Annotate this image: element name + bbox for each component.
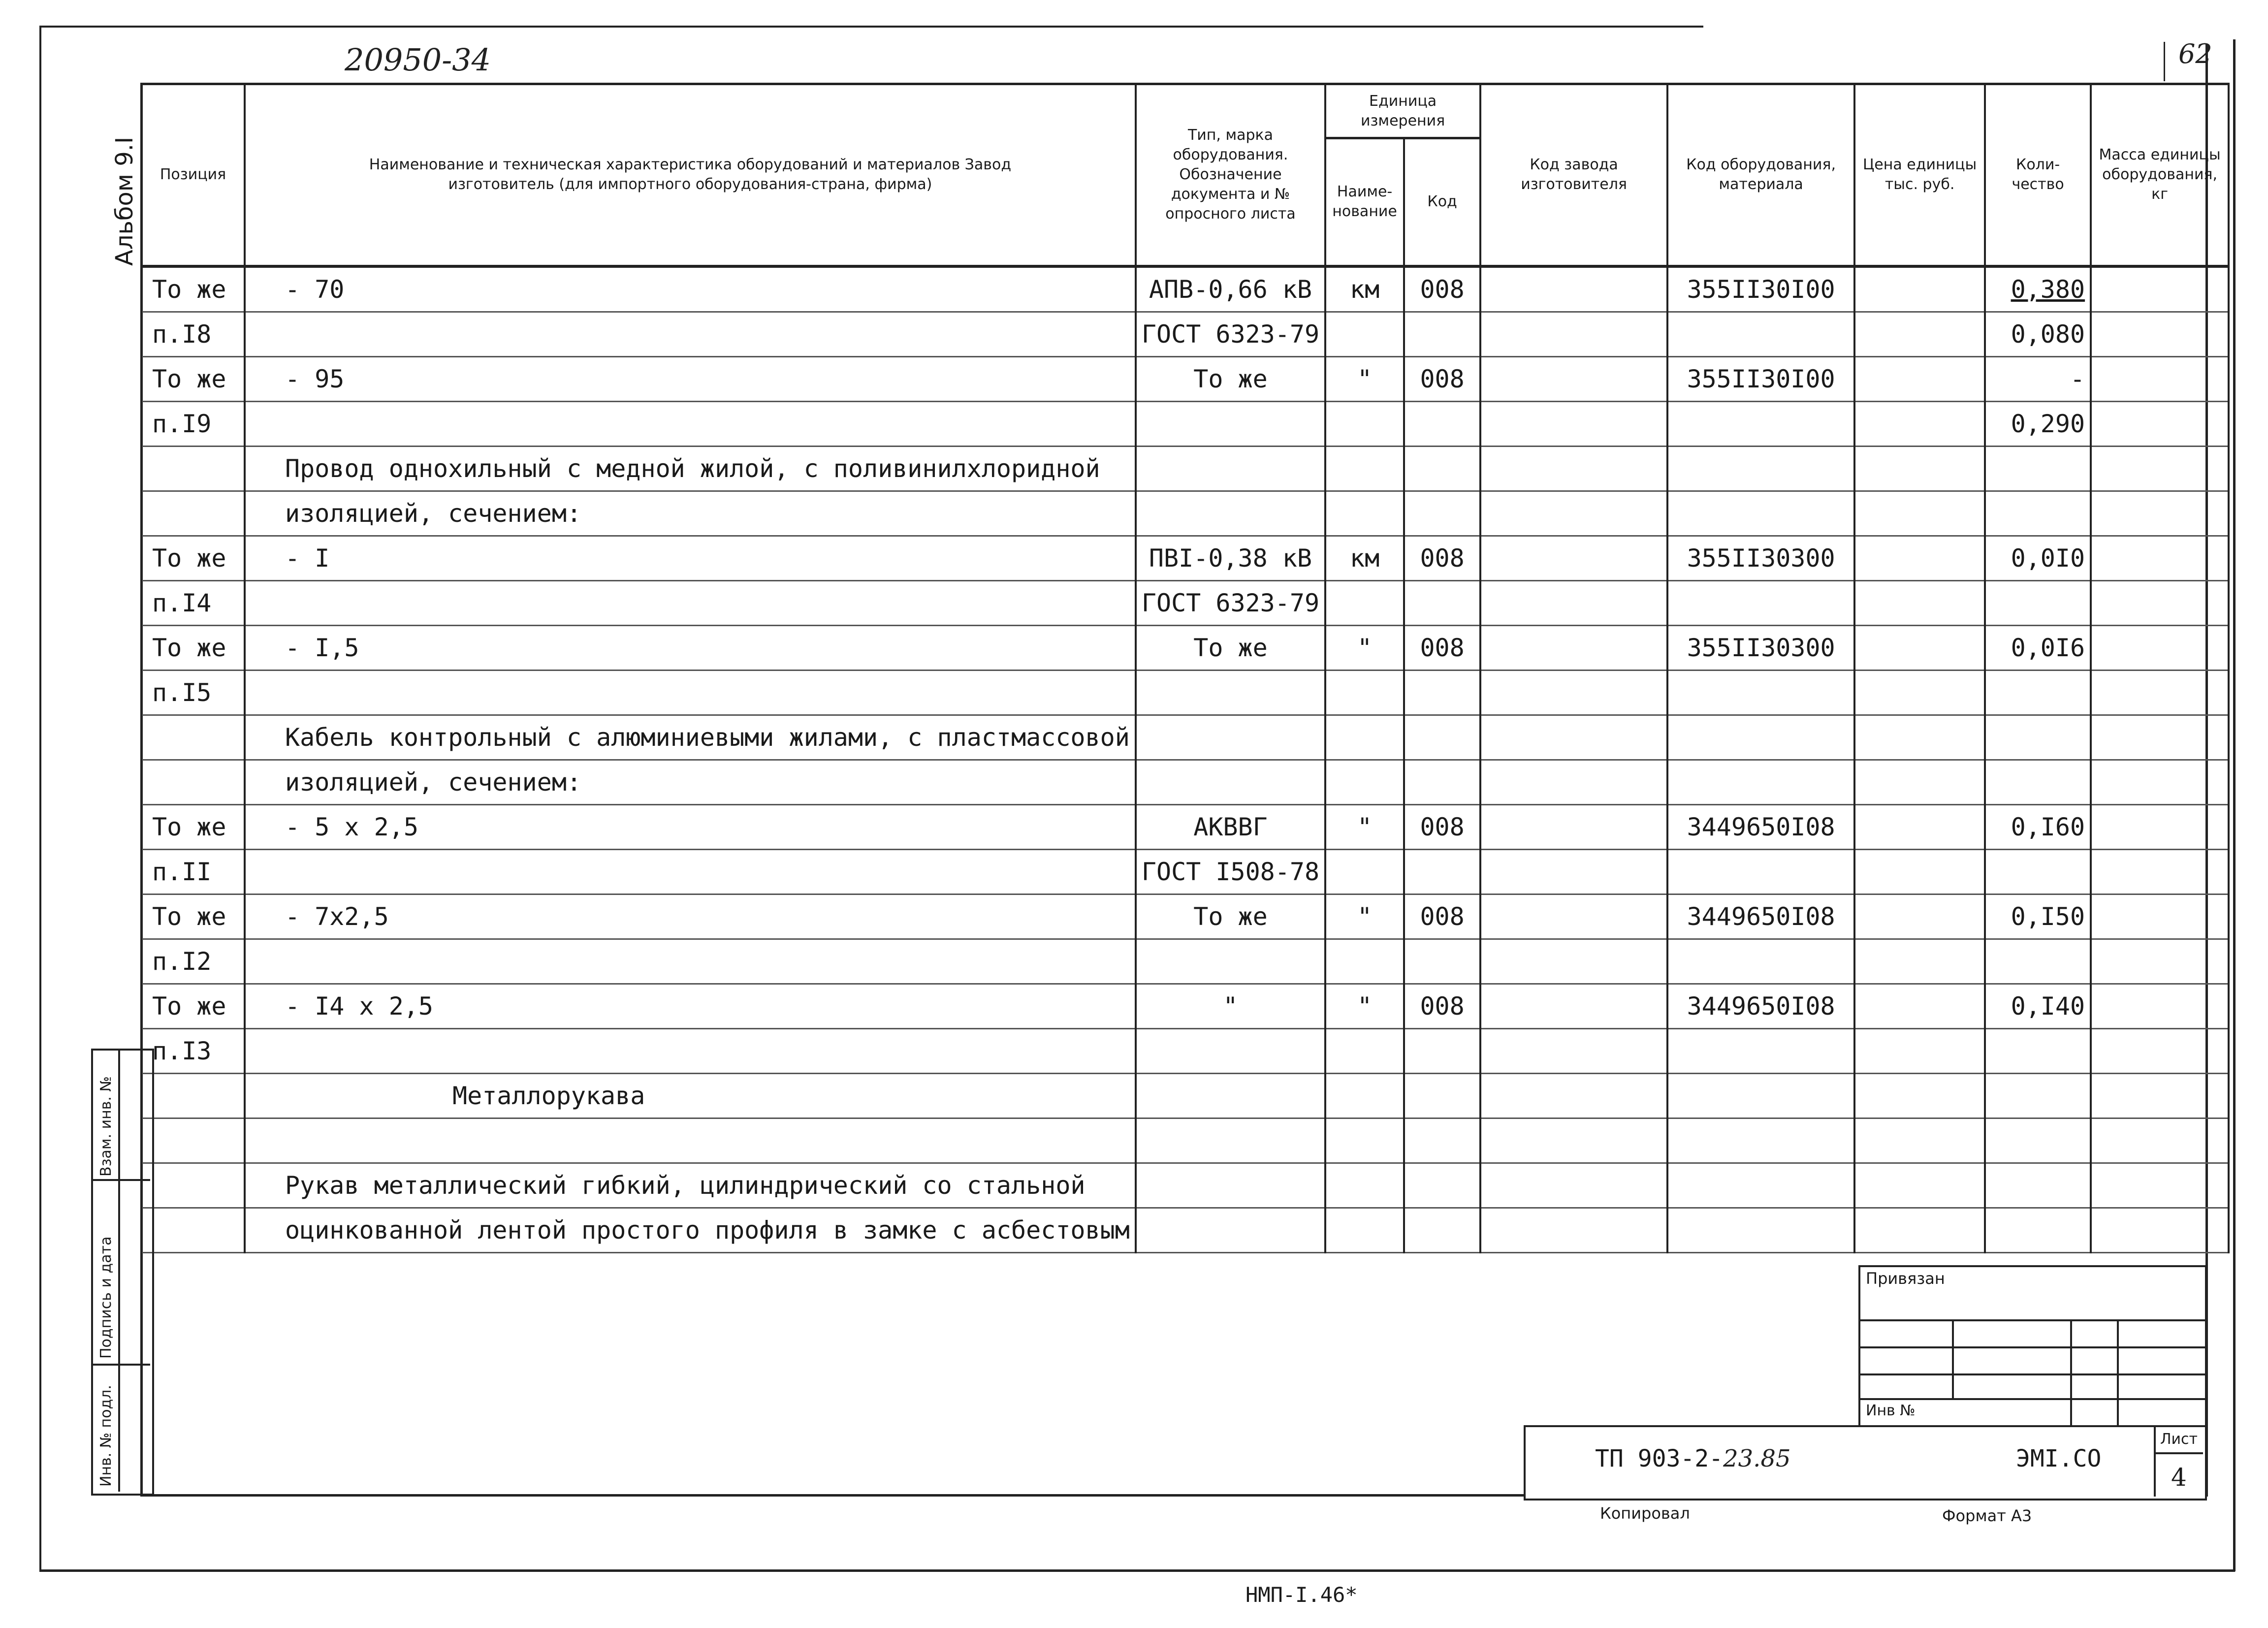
sheet-box-divider (2154, 1425, 2156, 1497)
row-position: То же (141, 804, 245, 849)
copied-label: Копировал (1600, 1504, 1690, 1523)
row-quantity: 0,380 (1985, 266, 2091, 312)
row-type: ГОСТ 6323-79 (1136, 580, 1325, 625)
row-unit-code (1404, 1208, 1480, 1252)
row-name: изоляцией, сечением: (245, 491, 1136, 536)
row-mass (2091, 356, 2229, 401)
stamp-inv-original: Инв. № подл. (97, 1385, 115, 1487)
row-mass (2091, 580, 2229, 625)
row-price (1854, 356, 1985, 401)
stamp-vzam-inv: Взам. инв. № (97, 1076, 115, 1177)
row-unit-code (1404, 491, 1480, 536)
row-equipment-code: 3449650I08 (1667, 984, 1854, 1028)
table-row (141, 356, 2229, 401)
row-mass (2091, 625, 2229, 670)
table-row (141, 1028, 2229, 1073)
row-name: - 5 x 2,5 (245, 804, 1136, 849)
row-price (1854, 804, 1985, 849)
table-row (141, 670, 2229, 715)
row-mass (2091, 491, 2229, 536)
row-name: - 7x2,5 (245, 894, 1136, 939)
row-type: ПВI-0,38 кВ (1136, 536, 1325, 580)
row-unit: " (1325, 625, 1404, 670)
table-row (141, 1208, 2229, 1252)
binding-col-3 (2117, 1319, 2119, 1425)
row-unit-code: 008 (1404, 536, 1480, 580)
row-position: То же (141, 894, 245, 939)
row-unit-code (1404, 446, 1480, 491)
row-name: изоляцией, сечением: (245, 760, 1136, 804)
row-name (245, 1118, 1136, 1163)
row-plant-code (1480, 266, 1667, 312)
row-type: То же (1136, 894, 1325, 939)
row-position: То же (141, 536, 245, 580)
col-unit-code: Код (1404, 138, 1480, 266)
row-position: То же (141, 625, 245, 670)
row-plant-code (1480, 849, 1667, 894)
row-unit-code (1404, 1028, 1480, 1073)
row-unit-code (1404, 760, 1480, 804)
row-name (245, 849, 1136, 894)
table-row (141, 266, 2229, 312)
row-quantity (1985, 1208, 2091, 1252)
row-unit (1325, 312, 1404, 356)
row-quantity (1985, 580, 2091, 625)
binding-line-2 (1858, 1346, 2205, 1348)
col-position: Позиция (141, 84, 245, 266)
table-row (141, 1073, 2229, 1118)
row-equipment-code (1667, 849, 1854, 894)
row-equipment-code (1667, 580, 1854, 625)
row-name (245, 312, 1136, 356)
col-quantity: Коли-чество (1985, 84, 2091, 266)
right-border-line (2233, 39, 2236, 1571)
row-position (141, 760, 245, 804)
row-mass (2091, 849, 2229, 894)
row-position (141, 715, 245, 760)
stamp-signature-date: Подпись и дата (97, 1236, 115, 1359)
col-name: Наименование и техническая характеристика оборудований и материалов Завод изготовитель (для импортного оборудования-страна, фирма) (245, 84, 1136, 266)
row-equipment-code (1667, 312, 1854, 356)
row-equipment-code: 3449650I08 (1667, 804, 1854, 849)
row-type: " (1136, 984, 1325, 1028)
row-unit (1325, 1028, 1404, 1073)
row-name: - I4 x 2,5 (245, 984, 1136, 1028)
col-mass: Масса единицы оборудования, кг (2091, 84, 2229, 266)
row-mass (2091, 312, 2229, 356)
row-type (1136, 491, 1325, 536)
left-border-line (39, 26, 41, 1571)
specification-table (140, 83, 2230, 1253)
row-mass (2091, 1208, 2229, 1252)
row-type (1136, 446, 1325, 491)
row-unit-code: 008 (1404, 625, 1480, 670)
row-position (141, 1118, 245, 1163)
row-position (141, 1073, 245, 1118)
table-row (141, 401, 2229, 446)
row-position: п.I5 (141, 670, 245, 715)
row-plant-code (1480, 356, 1667, 401)
binding-label: Привязан (1866, 1269, 1945, 1288)
row-price (1854, 894, 1985, 939)
row-mass (2091, 984, 2229, 1028)
row-unit-code (1404, 1073, 1480, 1118)
binding-line-1 (1858, 1319, 2205, 1321)
row-equipment-code: 3449650I08 (1667, 894, 1854, 939)
row-unit (1325, 1163, 1404, 1208)
row-price (1854, 1028, 1985, 1073)
table-body (141, 266, 2229, 1253)
row-mass (2091, 266, 2229, 312)
row-type (1136, 1208, 1325, 1252)
row-unit-code: 008 (1404, 894, 1480, 939)
row-mass (2091, 894, 2229, 939)
row-plant-code (1480, 894, 1667, 939)
row-price (1854, 266, 1985, 312)
row-price (1854, 491, 1985, 536)
row-name: Провод однохильный с медной жилой, с поливинилхлоридной (245, 446, 1136, 491)
format-label: Формат А3 (1942, 1506, 2032, 1525)
row-name (245, 670, 1136, 715)
row-quantity: 0,I50 (1985, 894, 2091, 939)
row-mass (2091, 939, 2229, 984)
row-type: АПВ-0,66 кВ (1136, 266, 1325, 312)
row-price (1854, 401, 1985, 446)
row-price (1854, 1163, 1985, 1208)
binding-col-1 (1952, 1319, 1954, 1398)
table-row (141, 894, 2229, 939)
row-name: - 70 (245, 266, 1136, 312)
row-name: Металлорукава (245, 1073, 1136, 1118)
table-row (141, 491, 2229, 536)
row-name: Кабель контрольный с алюминиевыми жилами, с пластмассовой (245, 715, 1136, 760)
row-position: п.I3 (141, 1028, 245, 1073)
row-position: То же (141, 356, 245, 401)
table-row (141, 580, 2229, 625)
row-equipment-code: 355II30300 (1667, 536, 1854, 580)
row-unit (1325, 670, 1404, 715)
table-row (141, 715, 2229, 760)
table-header (141, 84, 2229, 266)
col-unit-group: Единица измерения (1325, 84, 1480, 138)
row-plant-code (1480, 536, 1667, 580)
row-mass (2091, 536, 2229, 580)
row-price (1854, 1073, 1985, 1118)
row-mass (2091, 401, 2229, 446)
row-equipment-code (1667, 670, 1854, 715)
row-price (1854, 312, 1985, 356)
row-type (1136, 1028, 1325, 1073)
row-position (141, 491, 245, 536)
row-price (1854, 580, 1985, 625)
row-quantity (1985, 939, 2091, 984)
row-name (245, 939, 1136, 984)
sheet-number: 4 (2171, 1463, 2187, 1492)
row-unit-code: 008 (1404, 984, 1480, 1028)
binding-col-2 (2070, 1319, 2072, 1425)
col-plant-code: Код завода изготовителя (1480, 84, 1667, 266)
row-unit: " (1325, 356, 1404, 401)
row-plant-code (1480, 804, 1667, 849)
row-equipment-code (1667, 446, 1854, 491)
row-equipment-code (1667, 715, 1854, 760)
row-type (1136, 715, 1325, 760)
row-mass (2091, 670, 2229, 715)
row-equipment-code: 355II30300 (1667, 625, 1854, 670)
row-plant-code (1480, 580, 1667, 625)
row-type (1136, 760, 1325, 804)
table-row (141, 536, 2229, 580)
margin-stamp-sep-2 (91, 1364, 150, 1366)
row-equipment-code (1667, 939, 1854, 984)
row-price (1854, 1208, 1985, 1252)
row-position: п.I4 (141, 580, 245, 625)
row-price (1854, 984, 1985, 1028)
row-equipment-code (1667, 760, 1854, 804)
album-label: Альбом 9.I (111, 136, 138, 266)
designation-typed: ТП 903-2- (1595, 1445, 1724, 1472)
row-unit-code (1404, 580, 1480, 625)
row-unit (1325, 849, 1404, 894)
row-plant-code (1480, 984, 1667, 1028)
row-unit (1325, 580, 1404, 625)
row-plant-code (1480, 1028, 1667, 1073)
row-quantity: - (1985, 356, 2091, 401)
row-equipment-code (1667, 1073, 1854, 1118)
table-row (141, 625, 2229, 670)
row-equipment-code: 355II30I00 (1667, 356, 1854, 401)
row-unit (1325, 1208, 1404, 1252)
table-row (141, 984, 2229, 1028)
row-unit (1325, 401, 1404, 446)
row-equipment-code (1667, 1028, 1854, 1073)
row-quantity: 0,I40 (1985, 984, 2091, 1028)
row-quantity (1985, 760, 2091, 804)
row-name: оцинкованной лентой простого профиля в замке с асбестовым (245, 1208, 1136, 1252)
row-equipment-code (1667, 401, 1854, 446)
row-quantity: 0,290 (1985, 401, 2091, 446)
row-plant-code (1480, 715, 1667, 760)
row-plant-code (1480, 939, 1667, 984)
row-mass (2091, 804, 2229, 849)
col-type: Тип, марка оборудования. Обозначение документа и № опросного листа (1136, 84, 1325, 266)
row-price (1854, 625, 1985, 670)
row-mass (2091, 1118, 2229, 1163)
top-border-line (39, 26, 1703, 28)
row-plant-code (1480, 491, 1667, 536)
row-unit (1325, 1118, 1404, 1163)
sheet-box-line (2154, 1452, 2203, 1454)
row-quantity (1985, 670, 2091, 715)
row-type (1136, 401, 1325, 446)
row-quantity: 0,080 (1985, 312, 2091, 356)
row-price (1854, 939, 1985, 984)
row-quantity (1985, 715, 2091, 760)
row-quantity: 0,0I0 (1985, 536, 2091, 580)
row-unit-code: 008 (1404, 356, 1480, 401)
row-plant-code (1480, 312, 1667, 356)
table-row (141, 446, 2229, 491)
row-quantity (1985, 849, 2091, 894)
row-position: То же (141, 266, 245, 312)
page-number: 62 (2178, 38, 2212, 69)
row-plant-code (1480, 1118, 1667, 1163)
row-position: п.I2 (141, 939, 245, 984)
row-unit-code (1404, 670, 1480, 715)
table-row (141, 312, 2229, 356)
row-unit-code (1404, 312, 1480, 356)
binding-line-4 (1858, 1398, 2205, 1400)
row-unit (1325, 939, 1404, 984)
row-quantity (1985, 1028, 2091, 1073)
row-unit-code (1404, 939, 1480, 984)
row-price (1854, 536, 1985, 580)
row-equipment-code (1667, 1208, 1854, 1252)
row-position (141, 1163, 245, 1208)
row-unit-code (1404, 1163, 1480, 1208)
table-row (141, 760, 2229, 804)
row-plant-code (1480, 625, 1667, 670)
row-type (1136, 1163, 1325, 1208)
row-mass (2091, 1028, 2229, 1073)
row-mass (2091, 1163, 2229, 1208)
row-mass (2091, 446, 2229, 491)
col-equipment-code: Код оборудования, материала (1667, 84, 1854, 266)
row-unit-code (1404, 849, 1480, 894)
row-price (1854, 715, 1985, 760)
row-type: АКВВГ (1136, 804, 1325, 849)
row-equipment-code (1667, 491, 1854, 536)
row-quantity (1985, 1163, 2091, 1208)
designation-code (1595, 1445, 1791, 1472)
row-position: п.I8 (141, 312, 245, 356)
row-quantity (1985, 446, 2091, 491)
row-name: - 95 (245, 356, 1136, 401)
row-quantity: 0,I60 (1985, 804, 2091, 849)
row-name (245, 1028, 1136, 1073)
row-unit (1325, 491, 1404, 536)
row-quantity (1985, 1073, 2091, 1118)
sheet-label: Лист (2160, 1431, 2198, 1448)
row-unit: " (1325, 894, 1404, 939)
row-unit-code: 008 (1404, 804, 1480, 849)
row-plant-code (1480, 1073, 1667, 1118)
table-row (141, 1163, 2229, 1208)
row-name: - I (245, 536, 1136, 580)
row-position (141, 446, 245, 491)
row-type: ГОСТ I508-78 (1136, 849, 1325, 894)
row-type (1136, 670, 1325, 715)
margin-stamp-divider (118, 1049, 120, 1492)
table-row (141, 849, 2229, 894)
table-row (141, 1118, 2229, 1163)
row-name: - I,5 (245, 625, 1136, 670)
row-position: п.II (141, 849, 245, 894)
row-unit-code (1404, 715, 1480, 760)
bottom-border-line (39, 1569, 2235, 1572)
row-plant-code (1480, 401, 1667, 446)
footer-stamp: НМП-I.46* (1246, 1583, 1358, 1607)
row-price (1854, 446, 1985, 491)
row-unit-code (1404, 401, 1480, 446)
row-type: ГОСТ 6323-79 (1136, 312, 1325, 356)
row-mass (2091, 715, 2229, 760)
row-type: То же (1136, 625, 1325, 670)
row-plant-code (1480, 1163, 1667, 1208)
row-price (1854, 670, 1985, 715)
row-price (1854, 849, 1985, 894)
row-equipment-code (1667, 1118, 1854, 1163)
row-name (245, 580, 1136, 625)
col-unit-name: Наиме-нование (1325, 138, 1404, 266)
row-unit: " (1325, 984, 1404, 1028)
row-mass (2091, 1073, 2229, 1118)
row-quantity: 0,0I6 (1985, 625, 2091, 670)
row-plant-code (1480, 760, 1667, 804)
row-unit: " (1325, 804, 1404, 849)
row-type (1136, 1073, 1325, 1118)
row-type (1136, 1118, 1325, 1163)
row-plant-code (1480, 1208, 1667, 1252)
page-number-divider (2164, 42, 2165, 81)
row-equipment-code: 355II30I00 (1667, 266, 1854, 312)
margin-stamp-sep-1 (91, 1179, 150, 1181)
row-equipment-code (1667, 1163, 1854, 1208)
row-unit-code (1404, 1118, 1480, 1163)
table-row (141, 804, 2229, 849)
row-position: п.I9 (141, 401, 245, 446)
row-position: То же (141, 984, 245, 1028)
row-price (1854, 1118, 1985, 1163)
row-unit (1325, 1073, 1404, 1118)
row-quantity (1985, 491, 2091, 536)
sheet-code: ЭМI.СО (2016, 1445, 2102, 1472)
row-quantity (1985, 1118, 2091, 1163)
row-type: То же (1136, 356, 1325, 401)
row-plant-code (1480, 670, 1667, 715)
row-plant-code (1480, 446, 1667, 491)
binding-line-3 (1858, 1373, 2205, 1375)
row-unit (1325, 446, 1404, 491)
table-row (141, 939, 2229, 984)
row-price (1854, 760, 1985, 804)
designation-handwritten: 23.85 (1723, 1445, 1791, 1472)
col-price: Цена единицы тыс. руб. (1854, 84, 1985, 266)
row-mass (2091, 760, 2229, 804)
row-type (1136, 939, 1325, 984)
document-number-handwritten: 20950-34 (345, 42, 491, 78)
inventory-number-label: Инв № (1866, 1402, 1916, 1419)
row-unit: км (1325, 536, 1404, 580)
row-position (141, 1208, 245, 1252)
row-name (245, 401, 1136, 446)
row-unit (1325, 715, 1404, 760)
row-unit (1325, 760, 1404, 804)
row-unit-code: 008 (1404, 266, 1480, 312)
row-unit: км (1325, 266, 1404, 312)
row-name: Рукав металлический гибкий, цилиндрический со стальной (245, 1163, 1136, 1208)
